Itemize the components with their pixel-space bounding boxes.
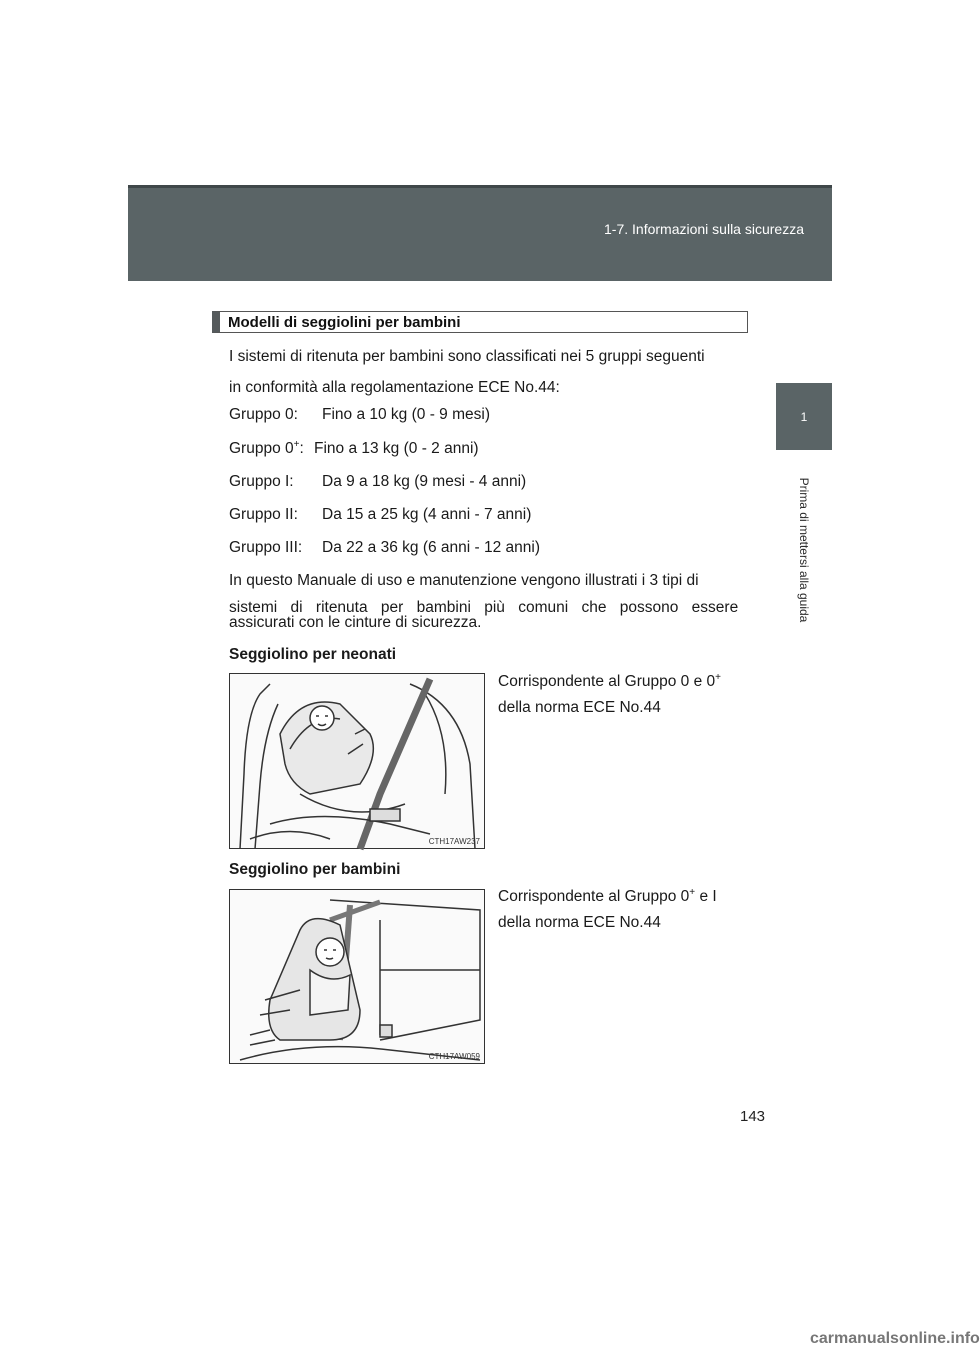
child-seat-title: Seggiolino per bambini — [229, 861, 401, 878]
group-3-value: Da 22 a 36 kg (6 anni - 12 anni) — [322, 539, 540, 556]
child-seat-caption-mid: e I — [695, 888, 717, 905]
group-0plus-sup: + — [293, 438, 300, 450]
child-seat-caption-line1 — [498, 884, 748, 910]
group-1-value: Da 9 a 18 kg (9 mesi - 4 anni) — [322, 473, 527, 490]
chapter-number: 1 — [800, 410, 808, 424]
child-seat-illustration — [230, 890, 486, 1065]
header-rule — [128, 185, 832, 188]
child-seat-caption-a: Corrispondente al Gruppo 0 — [498, 888, 690, 905]
child-seat-caption-b: della norma ECE No.44 — [498, 914, 661, 931]
group-0-label: Gruppo 0: — [229, 406, 298, 423]
child-seat-figure-code: CTH17AW059 — [428, 1052, 480, 1061]
group-2-label: Gruppo II: — [229, 506, 298, 523]
manual-line-3: assicurati con le cinture di sicurezza. — [229, 614, 482, 631]
section-heading — [212, 311, 748, 333]
child-seat-caption — [498, 884, 748, 936]
intro-line-1: I sistemi di ritenuta per bambini sono classificati nei 5 gruppi seguenti — [229, 348, 705, 365]
infant-seat-illustration — [230, 674, 486, 850]
infant-seat-caption-b: della norma ECE No.44 — [498, 699, 661, 716]
chapter-title-vertical — [795, 455, 813, 635]
infant-seat-figure — [229, 673, 485, 849]
infant-seat-caption-a: Corrispondente al Gruppo 0 e 0 — [498, 673, 716, 690]
group-0plus-value: Fino a 13 kg (0 - 2 anni) — [314, 440, 479, 457]
manual-line-2: sistemi di ritenuta per bambini più comuni che possono essere — [229, 599, 739, 616]
infant-seat-figure-code: CTH17AW237 — [428, 837, 480, 846]
manual-line-1: In questo Manuale di uso e manutenzione vengono illustrati i 3 tipi di — [229, 572, 699, 589]
group-0-value: Fino a 10 kg (0 - 9 mesi) — [322, 406, 490, 423]
section-title: 1-7. Informazioni sulla sicurezza — [604, 221, 804, 237]
group-3-label: Gruppo III: — [229, 539, 303, 556]
page-header — [128, 185, 832, 281]
infant-seat-caption — [498, 669, 748, 721]
page-number: 143 — [740, 1108, 766, 1125]
group-0plus-label-text: Gruppo 0 — [229, 440, 294, 457]
intro-line-2: in conformità alla regolamentazione ECE No.44: — [229, 379, 560, 396]
group-2-value: Da 15 a 25 kg (4 anni - 7 anni) — [322, 506, 532, 523]
watermark: carmanualsonline.info — [810, 1330, 980, 1347]
group-0plus-label — [229, 440, 304, 458]
infant-seat-title: Seggiolino per neonati — [229, 646, 397, 663]
infant-seat-caption-sup: + — [715, 671, 721, 683]
group-1-label: Gruppo I: — [229, 473, 294, 490]
child-seat-caption-sup: + — [689, 886, 696, 898]
chapter-tab — [776, 383, 832, 450]
group-0plus-colon: : — [299, 440, 304, 457]
infant-seat-caption-line1 — [498, 669, 748, 695]
chapter-title: Prima di mettersi alla guida — [797, 477, 811, 623]
child-seat-figure — [229, 889, 485, 1064]
section-heading-text: Modelli di seggiolini per bambini — [228, 314, 461, 331]
